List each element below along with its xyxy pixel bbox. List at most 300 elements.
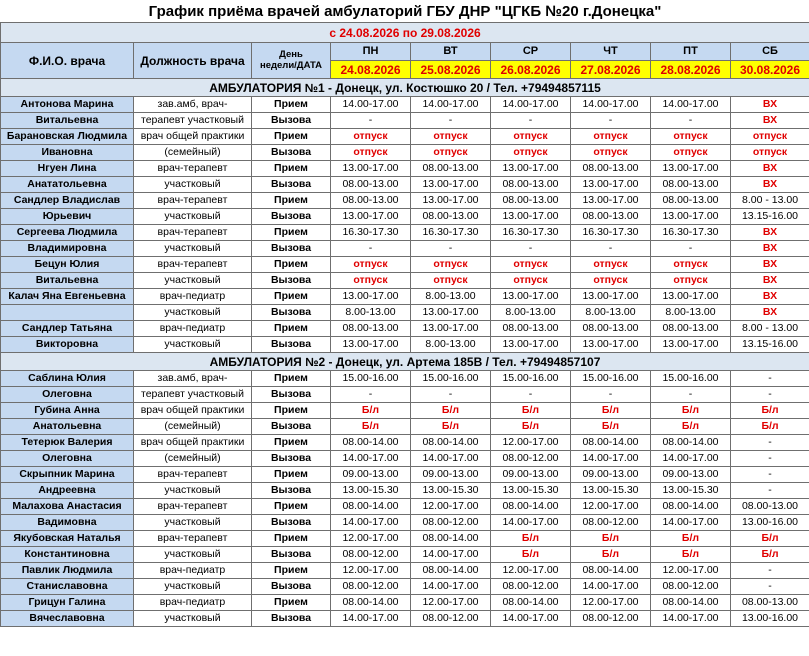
doctor-position: участковый bbox=[134, 337, 252, 353]
schedule-cell: 08.00-13.00 bbox=[331, 321, 411, 337]
schedule-cell: 09.00-13.00 bbox=[491, 467, 571, 483]
schedule-cell: 13.00-15.30 bbox=[411, 483, 491, 499]
schedule-cell: 12.00-17.00 bbox=[331, 563, 411, 579]
table-row bbox=[1, 387, 809, 403]
schedule-cell: отпуск bbox=[491, 257, 571, 273]
doctor-position: участковый bbox=[134, 483, 252, 499]
date-range-row bbox=[1, 23, 809, 43]
header-day-date bbox=[252, 43, 331, 79]
schedule-cell: 08.00-13.00 bbox=[651, 321, 731, 337]
table-row bbox=[1, 563, 809, 579]
schedule-type: Вызова bbox=[252, 547, 331, 563]
schedule-cell: 12.00-17.00 bbox=[411, 499, 491, 515]
schedule-cell: 08.00-12.00 bbox=[411, 515, 491, 531]
schedule-cell: отпуск bbox=[331, 257, 411, 273]
schedule-cell: Б/л bbox=[331, 419, 411, 435]
schedule-cell: 08.00-14.00 bbox=[571, 563, 651, 579]
schedule-cell: 14.00-17.00 bbox=[651, 515, 731, 531]
header-day-tue: ВТ bbox=[411, 43, 491, 61]
schedule-cell: 8.00-13.00 bbox=[331, 305, 411, 321]
schedule-cell: 12.00-17.00 bbox=[491, 435, 571, 451]
schedule-cell: 13.00-17.00 bbox=[651, 337, 731, 353]
schedule-cell: Б/л bbox=[651, 531, 731, 547]
table-row bbox=[1, 241, 809, 257]
schedule-cell: Б/л bbox=[571, 419, 651, 435]
schedule-cell: 14.00-17.00 bbox=[411, 451, 491, 467]
schedule-type: Прием bbox=[252, 225, 331, 241]
schedule-cell: - bbox=[651, 241, 731, 257]
doctor-name: Олеговна bbox=[1, 451, 134, 467]
schedule-cell: 08.00-14.00 bbox=[651, 499, 731, 515]
schedule-cell: 14.00-17.00 bbox=[651, 451, 731, 467]
doctor-position: врач-терапевт bbox=[134, 257, 252, 273]
schedule-cell: 08.00-13.00 bbox=[571, 321, 651, 337]
schedule-cell: 13.00-17.00 bbox=[651, 161, 731, 177]
schedule-cell: 08.00-14.00 bbox=[411, 563, 491, 579]
doctor-position: участковый bbox=[134, 515, 252, 531]
schedule-cell: Б/л bbox=[491, 419, 571, 435]
schedule-type: Прием bbox=[252, 531, 331, 547]
schedule-cell: 13.00-17.00 bbox=[411, 305, 491, 321]
table-row bbox=[1, 209, 809, 225]
schedule-cell: 12.00-17.00 bbox=[331, 531, 411, 547]
schedule-type: Вызова bbox=[252, 273, 331, 289]
table-row bbox=[1, 289, 809, 305]
schedule-type: Вызова bbox=[252, 451, 331, 467]
schedule-cell: 14.00-17.00 bbox=[331, 611, 411, 627]
schedule-cell: отпуск bbox=[571, 129, 651, 145]
schedule-cell: - bbox=[731, 483, 809, 499]
schedule-cell: 14.00-17.00 bbox=[571, 579, 651, 595]
schedule-body bbox=[1, 0, 809, 627]
schedule-cell: 14.00-17.00 bbox=[491, 611, 571, 627]
schedule-cell: 13.00-15.30 bbox=[491, 483, 571, 499]
schedule-cell: 14.00-17.00 bbox=[571, 451, 651, 467]
schedule-cell: - bbox=[651, 387, 731, 403]
schedule-cell: Б/л bbox=[491, 547, 571, 563]
schedule-cell: - bbox=[731, 579, 809, 595]
schedule-cell: 08.00-14.00 bbox=[331, 595, 411, 611]
schedule-cell: 8.00-13.00 bbox=[411, 289, 491, 305]
schedule-cell: отпуск bbox=[411, 145, 491, 161]
doctor-name: Андреевна bbox=[1, 483, 134, 499]
header-date-label: недели/ДАТА bbox=[259, 59, 323, 71]
section-row bbox=[1, 79, 809, 97]
schedule-type: Прием bbox=[252, 371, 331, 387]
table-row bbox=[1, 579, 809, 595]
table-row bbox=[1, 113, 809, 129]
schedule-cell: - bbox=[731, 467, 809, 483]
doctor-name: Малахова Анастасия bbox=[1, 499, 134, 515]
doctor-name: Ивановна bbox=[1, 145, 134, 161]
doctor-position: врач-терапевт bbox=[134, 467, 252, 483]
schedule-cell: 13.00-17.00 bbox=[651, 289, 731, 305]
doctor-name: Антонова Марина bbox=[1, 97, 134, 113]
schedule-cell: ВХ bbox=[731, 161, 809, 177]
schedule-cell: отпуск bbox=[331, 273, 411, 289]
schedule-cell: 09.00-13.00 bbox=[571, 467, 651, 483]
doctor-position: врач-терапевт bbox=[134, 531, 252, 547]
schedule-cell: 13.00-17.00 bbox=[411, 321, 491, 337]
section-row bbox=[1, 353, 809, 371]
schedule-cell: 15.00-16.00 bbox=[331, 371, 411, 387]
schedule-cell: 13.00-15.30 bbox=[651, 483, 731, 499]
schedule-type: Вызова bbox=[252, 113, 331, 129]
schedule-cell: 13.00-17.00 bbox=[571, 177, 651, 193]
schedule-cell: ВХ bbox=[731, 273, 809, 289]
schedule-cell: 08.00-14.00 bbox=[411, 531, 491, 547]
schedule-cell: 08.00-12.00 bbox=[491, 451, 571, 467]
schedule-cell: отпуск bbox=[571, 257, 651, 273]
doctor-name: Бецун Юлия bbox=[1, 257, 134, 273]
doctor-name: Барановская Людмила bbox=[1, 129, 134, 145]
schedule-cell: 14.00-17.00 bbox=[331, 97, 411, 113]
doctor-position: участковый bbox=[134, 209, 252, 225]
doctor-position: зав.амб, врач- bbox=[134, 97, 252, 113]
schedule-cell: 13.15-16.00 bbox=[731, 209, 809, 225]
schedule-cell: 08.00-14.00 bbox=[491, 499, 571, 515]
schedule-cell: 13.00-17.00 bbox=[571, 289, 651, 305]
doctor-position: (семейный) bbox=[134, 145, 252, 161]
doctor-name bbox=[1, 305, 134, 321]
schedule-cell: 8.00 - 13.00 bbox=[731, 321, 809, 337]
table-row bbox=[1, 403, 809, 419]
header-day-thu: ЧТ bbox=[571, 43, 651, 61]
doctor-position: врач общей практики bbox=[134, 403, 252, 419]
schedule-type: Прием bbox=[252, 403, 331, 419]
schedule-cell: 13.00-15.30 bbox=[331, 483, 411, 499]
schedule-cell: - bbox=[331, 241, 411, 257]
doctor-position: врач-терапевт bbox=[134, 193, 252, 209]
schedule-cell: отпуск bbox=[731, 145, 809, 161]
table-row bbox=[1, 97, 809, 113]
schedule-cell: отпуск bbox=[411, 273, 491, 289]
schedule-cell: 14.00-17.00 bbox=[331, 515, 411, 531]
schedule-cell: ВХ bbox=[731, 177, 809, 193]
schedule-cell: 13.15-16.00 bbox=[731, 337, 809, 353]
schedule-cell: - bbox=[331, 113, 411, 129]
schedule-cell: 08.00-12.00 bbox=[331, 547, 411, 563]
header-date-sat: 30.08.2026 bbox=[731, 61, 809, 79]
doctor-name: Витальевна bbox=[1, 113, 134, 129]
schedule-cell: 13.00-17.00 bbox=[491, 337, 571, 353]
schedule-cell: 08.00-13.00 bbox=[331, 177, 411, 193]
header-day-wed: СР bbox=[491, 43, 571, 61]
schedule-cell: 08.00-12.00 bbox=[491, 579, 571, 595]
schedule-cell: - bbox=[331, 387, 411, 403]
schedule-cell: - bbox=[411, 241, 491, 257]
table-row bbox=[1, 483, 809, 499]
header-date-mon: 24.08.2026 bbox=[331, 61, 411, 79]
schedule-cell: ВХ bbox=[731, 257, 809, 273]
schedule-cell: 12.00-17.00 bbox=[411, 595, 491, 611]
table-row bbox=[1, 225, 809, 241]
schedule-cell: отпуск bbox=[651, 273, 731, 289]
schedule-cell: - bbox=[491, 241, 571, 257]
doctor-name: Вадимовна bbox=[1, 515, 134, 531]
schedule-cell: отпуск bbox=[571, 273, 651, 289]
schedule-cell: ВХ bbox=[731, 113, 809, 129]
header-day-mon: ПН bbox=[331, 43, 411, 61]
schedule-cell: 08.00-13.00 bbox=[411, 209, 491, 225]
doctor-position: врач-педиатр bbox=[134, 563, 252, 579]
schedule-cell: 12.00-17.00 bbox=[491, 563, 571, 579]
header-position: Должность врача bbox=[134, 43, 252, 79]
doctor-name: Тетерюк Валерия bbox=[1, 435, 134, 451]
schedule-cell: 13.00-17.00 bbox=[331, 209, 411, 225]
schedule-cell: 13.00-17.00 bbox=[491, 289, 571, 305]
header-row-days bbox=[1, 43, 809, 61]
schedule-cell: 16.30-17.30 bbox=[651, 225, 731, 241]
schedule-cell: 13.00-17.00 bbox=[331, 289, 411, 305]
schedule-cell: Б/л bbox=[731, 531, 809, 547]
table-row bbox=[1, 305, 809, 321]
header-day-sat: СБ bbox=[731, 43, 809, 61]
schedule-cell: 08.00-13.00 bbox=[571, 161, 651, 177]
section-title: АМБУЛАТОРИЯ №1 - Донецк, ул. Костюшко 20 / Тел. +79494857115 bbox=[1, 79, 809, 97]
doctor-name: Скрыпник Марина bbox=[1, 467, 134, 483]
schedule-cell: отпуск bbox=[331, 129, 411, 145]
schedule-cell: 12.00-17.00 bbox=[571, 499, 651, 515]
doctor-name: Викторовна bbox=[1, 337, 134, 353]
section-title: АМБУЛАТОРИЯ №2 - Донецк, ул. Артема 185В / Тел. +79494857107 bbox=[1, 353, 809, 371]
schedule-cell: - bbox=[571, 387, 651, 403]
schedule-cell: 14.00-17.00 bbox=[331, 451, 411, 467]
doctor-name: Губина Анна bbox=[1, 403, 134, 419]
doctor-name: Грицун Галина bbox=[1, 595, 134, 611]
schedule-type: Прием bbox=[252, 595, 331, 611]
doctor-name: Калач Яна Евгеньевна bbox=[1, 289, 134, 305]
schedule-cell: 14.00-17.00 bbox=[491, 97, 571, 113]
doctor-position: врач-педиатр bbox=[134, 595, 252, 611]
doctor-name: Якубовская Наталья bbox=[1, 531, 134, 547]
doctor-name: Юрьевич bbox=[1, 209, 134, 225]
doctor-name: Витальевна bbox=[1, 273, 134, 289]
schedule-cell: отпуск bbox=[411, 129, 491, 145]
page-title: График приёма врачей амбулаторий ГБУ ДНР "ЦГКБ №20 г.Донецка" bbox=[1, 0, 809, 23]
schedule-cell: 14.00-17.00 bbox=[411, 97, 491, 113]
header-day-fri: ПТ bbox=[651, 43, 731, 61]
schedule-cell: 08.00-14.00 bbox=[331, 435, 411, 451]
table-row bbox=[1, 145, 809, 161]
table-row bbox=[1, 611, 809, 627]
doctor-position: врач-терапевт bbox=[134, 161, 252, 177]
schedule-cell: 08.00-13.00 bbox=[491, 193, 571, 209]
table-row bbox=[1, 129, 809, 145]
schedule-type: Вызова bbox=[252, 387, 331, 403]
schedule-cell: 14.00-17.00 bbox=[411, 579, 491, 595]
schedule-cell: 8.00-13.00 bbox=[571, 305, 651, 321]
doctor-name: Олеговна bbox=[1, 387, 134, 403]
schedule-cell: отпуск bbox=[411, 257, 491, 273]
schedule-cell: отпуск bbox=[731, 129, 809, 145]
schedule-cell: - bbox=[731, 435, 809, 451]
doctor-position: врач-педиатр bbox=[134, 321, 252, 337]
schedule-cell: отпуск bbox=[491, 273, 571, 289]
schedule-cell: 16.30-17.30 bbox=[491, 225, 571, 241]
table-row bbox=[1, 515, 809, 531]
schedule-type: Прием bbox=[252, 129, 331, 145]
schedule-cell: 09.00-13.00 bbox=[331, 467, 411, 483]
schedule-cell: 8.00-13.00 bbox=[491, 305, 571, 321]
schedule-type: Вызова bbox=[252, 611, 331, 627]
schedule-type: Вызова bbox=[252, 209, 331, 225]
schedule-type: Прием bbox=[252, 467, 331, 483]
schedule-cell: 08.00-12.00 bbox=[651, 579, 731, 595]
schedule-cell: 08.00-12.00 bbox=[571, 515, 651, 531]
table-row bbox=[1, 467, 809, 483]
doctor-position: терапевт участковый bbox=[134, 113, 252, 129]
table-row bbox=[1, 371, 809, 387]
schedule-cell: 08.00-13.00 bbox=[651, 193, 731, 209]
schedule-cell: 14.00-17.00 bbox=[651, 611, 731, 627]
doctor-position: врач-терапевт bbox=[134, 225, 252, 241]
schedule-cell: 16.30-17.30 bbox=[571, 225, 651, 241]
table-row bbox=[1, 337, 809, 353]
schedule-cell: 08.00-12.00 bbox=[571, 611, 651, 627]
schedule-cell: отпуск bbox=[651, 257, 731, 273]
schedule-cell: ВХ bbox=[731, 225, 809, 241]
schedule-cell: Б/л bbox=[331, 403, 411, 419]
schedule-cell: Б/л bbox=[731, 419, 809, 435]
schedule-cell: Б/л bbox=[411, 403, 491, 419]
schedule-cell: отпуск bbox=[571, 145, 651, 161]
schedule-type: Прием bbox=[252, 289, 331, 305]
schedule-cell: - bbox=[651, 113, 731, 129]
table-row bbox=[1, 419, 809, 435]
doctor-position: терапевт участковый bbox=[134, 387, 252, 403]
schedule-cell: - bbox=[491, 113, 571, 129]
schedule-cell: 08.00-13.00 bbox=[651, 177, 731, 193]
doctor-name: Анататольевна bbox=[1, 177, 134, 193]
header-date-thu: 27.08.2026 bbox=[571, 61, 651, 79]
schedule-cell: 8.00 - 13.00 bbox=[731, 193, 809, 209]
schedule-type: Прием bbox=[252, 321, 331, 337]
schedule-cell: 08.00-13.00 bbox=[491, 177, 571, 193]
schedule-cell: 08.00-14.00 bbox=[571, 435, 651, 451]
schedule-cell: 08.00-14.00 bbox=[411, 435, 491, 451]
schedule-type: Прием bbox=[252, 193, 331, 209]
schedule-cell: отпуск bbox=[491, 129, 571, 145]
schedule-cell: 08.00-13.00 bbox=[571, 209, 651, 225]
schedule-cell: 15.00-16.00 bbox=[491, 371, 571, 387]
schedule-cell: Б/л bbox=[651, 419, 731, 435]
schedule-type: Вызова bbox=[252, 515, 331, 531]
schedule-cell: - bbox=[411, 387, 491, 403]
schedule-cell: ВХ bbox=[731, 241, 809, 257]
schedule-cell: отпуск bbox=[651, 129, 731, 145]
schedule-cell: 08.00-14.00 bbox=[491, 595, 571, 611]
header-day-label: День bbox=[279, 48, 303, 60]
header-date-tue: 25.08.2026 bbox=[411, 61, 491, 79]
date-range: с 24.08.2026 по 29.08.2026 bbox=[1, 23, 809, 43]
schedule-cell: Б/л bbox=[571, 531, 651, 547]
schedule-cell: 15.00-16.00 bbox=[411, 371, 491, 387]
schedule-cell: - bbox=[571, 113, 651, 129]
schedule-cell: 08.00-13.00 bbox=[731, 499, 809, 515]
schedule-cell: отпуск bbox=[331, 145, 411, 161]
schedule-cell: 14.00-17.00 bbox=[491, 515, 571, 531]
schedule-type: Вызова bbox=[252, 177, 331, 193]
schedule-cell: - bbox=[731, 451, 809, 467]
schedule-cell: 13.00-17.00 bbox=[491, 161, 571, 177]
schedule-cell: 09.00-13.00 bbox=[411, 467, 491, 483]
schedule-cell: 8.00-13.00 bbox=[411, 337, 491, 353]
doctor-position: участковый bbox=[134, 177, 252, 193]
doctor-position: врач-терапевт bbox=[134, 499, 252, 515]
schedule-cell: 13.00-17.00 bbox=[651, 209, 731, 225]
table-row bbox=[1, 321, 809, 337]
doctor-position: участковый bbox=[134, 579, 252, 595]
schedule-cell: 15.00-16.00 bbox=[571, 371, 651, 387]
schedule-cell: 14.00-17.00 bbox=[571, 97, 651, 113]
table-row bbox=[1, 273, 809, 289]
table-row bbox=[1, 451, 809, 467]
doctor-name: Сандлер Владислав bbox=[1, 193, 134, 209]
schedule-type: Прием bbox=[252, 435, 331, 451]
schedule-cell: отпуск bbox=[651, 145, 731, 161]
schedule-cell: 08.00-14.00 bbox=[651, 435, 731, 451]
table-row bbox=[1, 595, 809, 611]
doctor-position: врач общей практики bbox=[134, 129, 252, 145]
schedule-type: Вызова bbox=[252, 145, 331, 161]
schedule-cell: 12.00-17.00 bbox=[651, 563, 731, 579]
schedule-type: Вызова bbox=[252, 419, 331, 435]
header-date-wed: 26.08.2026 bbox=[491, 61, 571, 79]
schedule-cell: 15.00-16.00 bbox=[651, 371, 731, 387]
schedule-cell: 08.00-12.00 bbox=[331, 579, 411, 595]
schedule-cell: 13.00-17.00 bbox=[411, 177, 491, 193]
table-row bbox=[1, 531, 809, 547]
doctor-position: (семейный) bbox=[134, 419, 252, 435]
table-row bbox=[1, 161, 809, 177]
schedule-cell: отпуск bbox=[491, 145, 571, 161]
schedule-cell: 13.00-17.00 bbox=[411, 193, 491, 209]
schedule-type: Вызова bbox=[252, 337, 331, 353]
doctor-position: участковый bbox=[134, 305, 252, 321]
header-date-fri: 28.08.2026 bbox=[651, 61, 731, 79]
doctor-position: участковый bbox=[134, 241, 252, 257]
schedule-cell: - bbox=[731, 563, 809, 579]
schedule-cell: 13.00-16.00 bbox=[731, 515, 809, 531]
schedule-cell: 14.00-17.00 bbox=[411, 547, 491, 563]
schedule-cell: ВХ bbox=[731, 305, 809, 321]
schedule-cell: Б/л bbox=[491, 403, 571, 419]
doctor-name: Нгуен Лина bbox=[1, 161, 134, 177]
doctor-name: Сергеева Людмила bbox=[1, 225, 134, 241]
schedule-type: Вызова bbox=[252, 305, 331, 321]
schedule-cell: 08.00-14.00 bbox=[331, 499, 411, 515]
schedule-cell: Б/л bbox=[571, 403, 651, 419]
schedule-cell: 08.00-13.00 bbox=[331, 193, 411, 209]
schedule-cell: 14.00-17.00 bbox=[651, 97, 731, 113]
schedule-cell: 08.00-13.00 bbox=[491, 321, 571, 337]
schedule-cell: 13.00-17.00 bbox=[571, 337, 651, 353]
doctor-name: Павлик Людмила bbox=[1, 563, 134, 579]
doctor-position: участковый bbox=[134, 547, 252, 563]
doctor-position: (семейный) bbox=[134, 451, 252, 467]
doctor-name: Анатольевна bbox=[1, 419, 134, 435]
schedule-cell: 08.00-13.00 bbox=[731, 595, 809, 611]
doctor-name: Владимировна bbox=[1, 241, 134, 257]
schedule-cell: Б/л bbox=[571, 547, 651, 563]
table-row bbox=[1, 547, 809, 563]
table-row bbox=[1, 435, 809, 451]
schedule-cell: Б/л bbox=[651, 403, 731, 419]
table-row bbox=[1, 499, 809, 515]
schedule-type: Вызова bbox=[252, 483, 331, 499]
schedule-cell: 13.00-17.00 bbox=[491, 209, 571, 225]
